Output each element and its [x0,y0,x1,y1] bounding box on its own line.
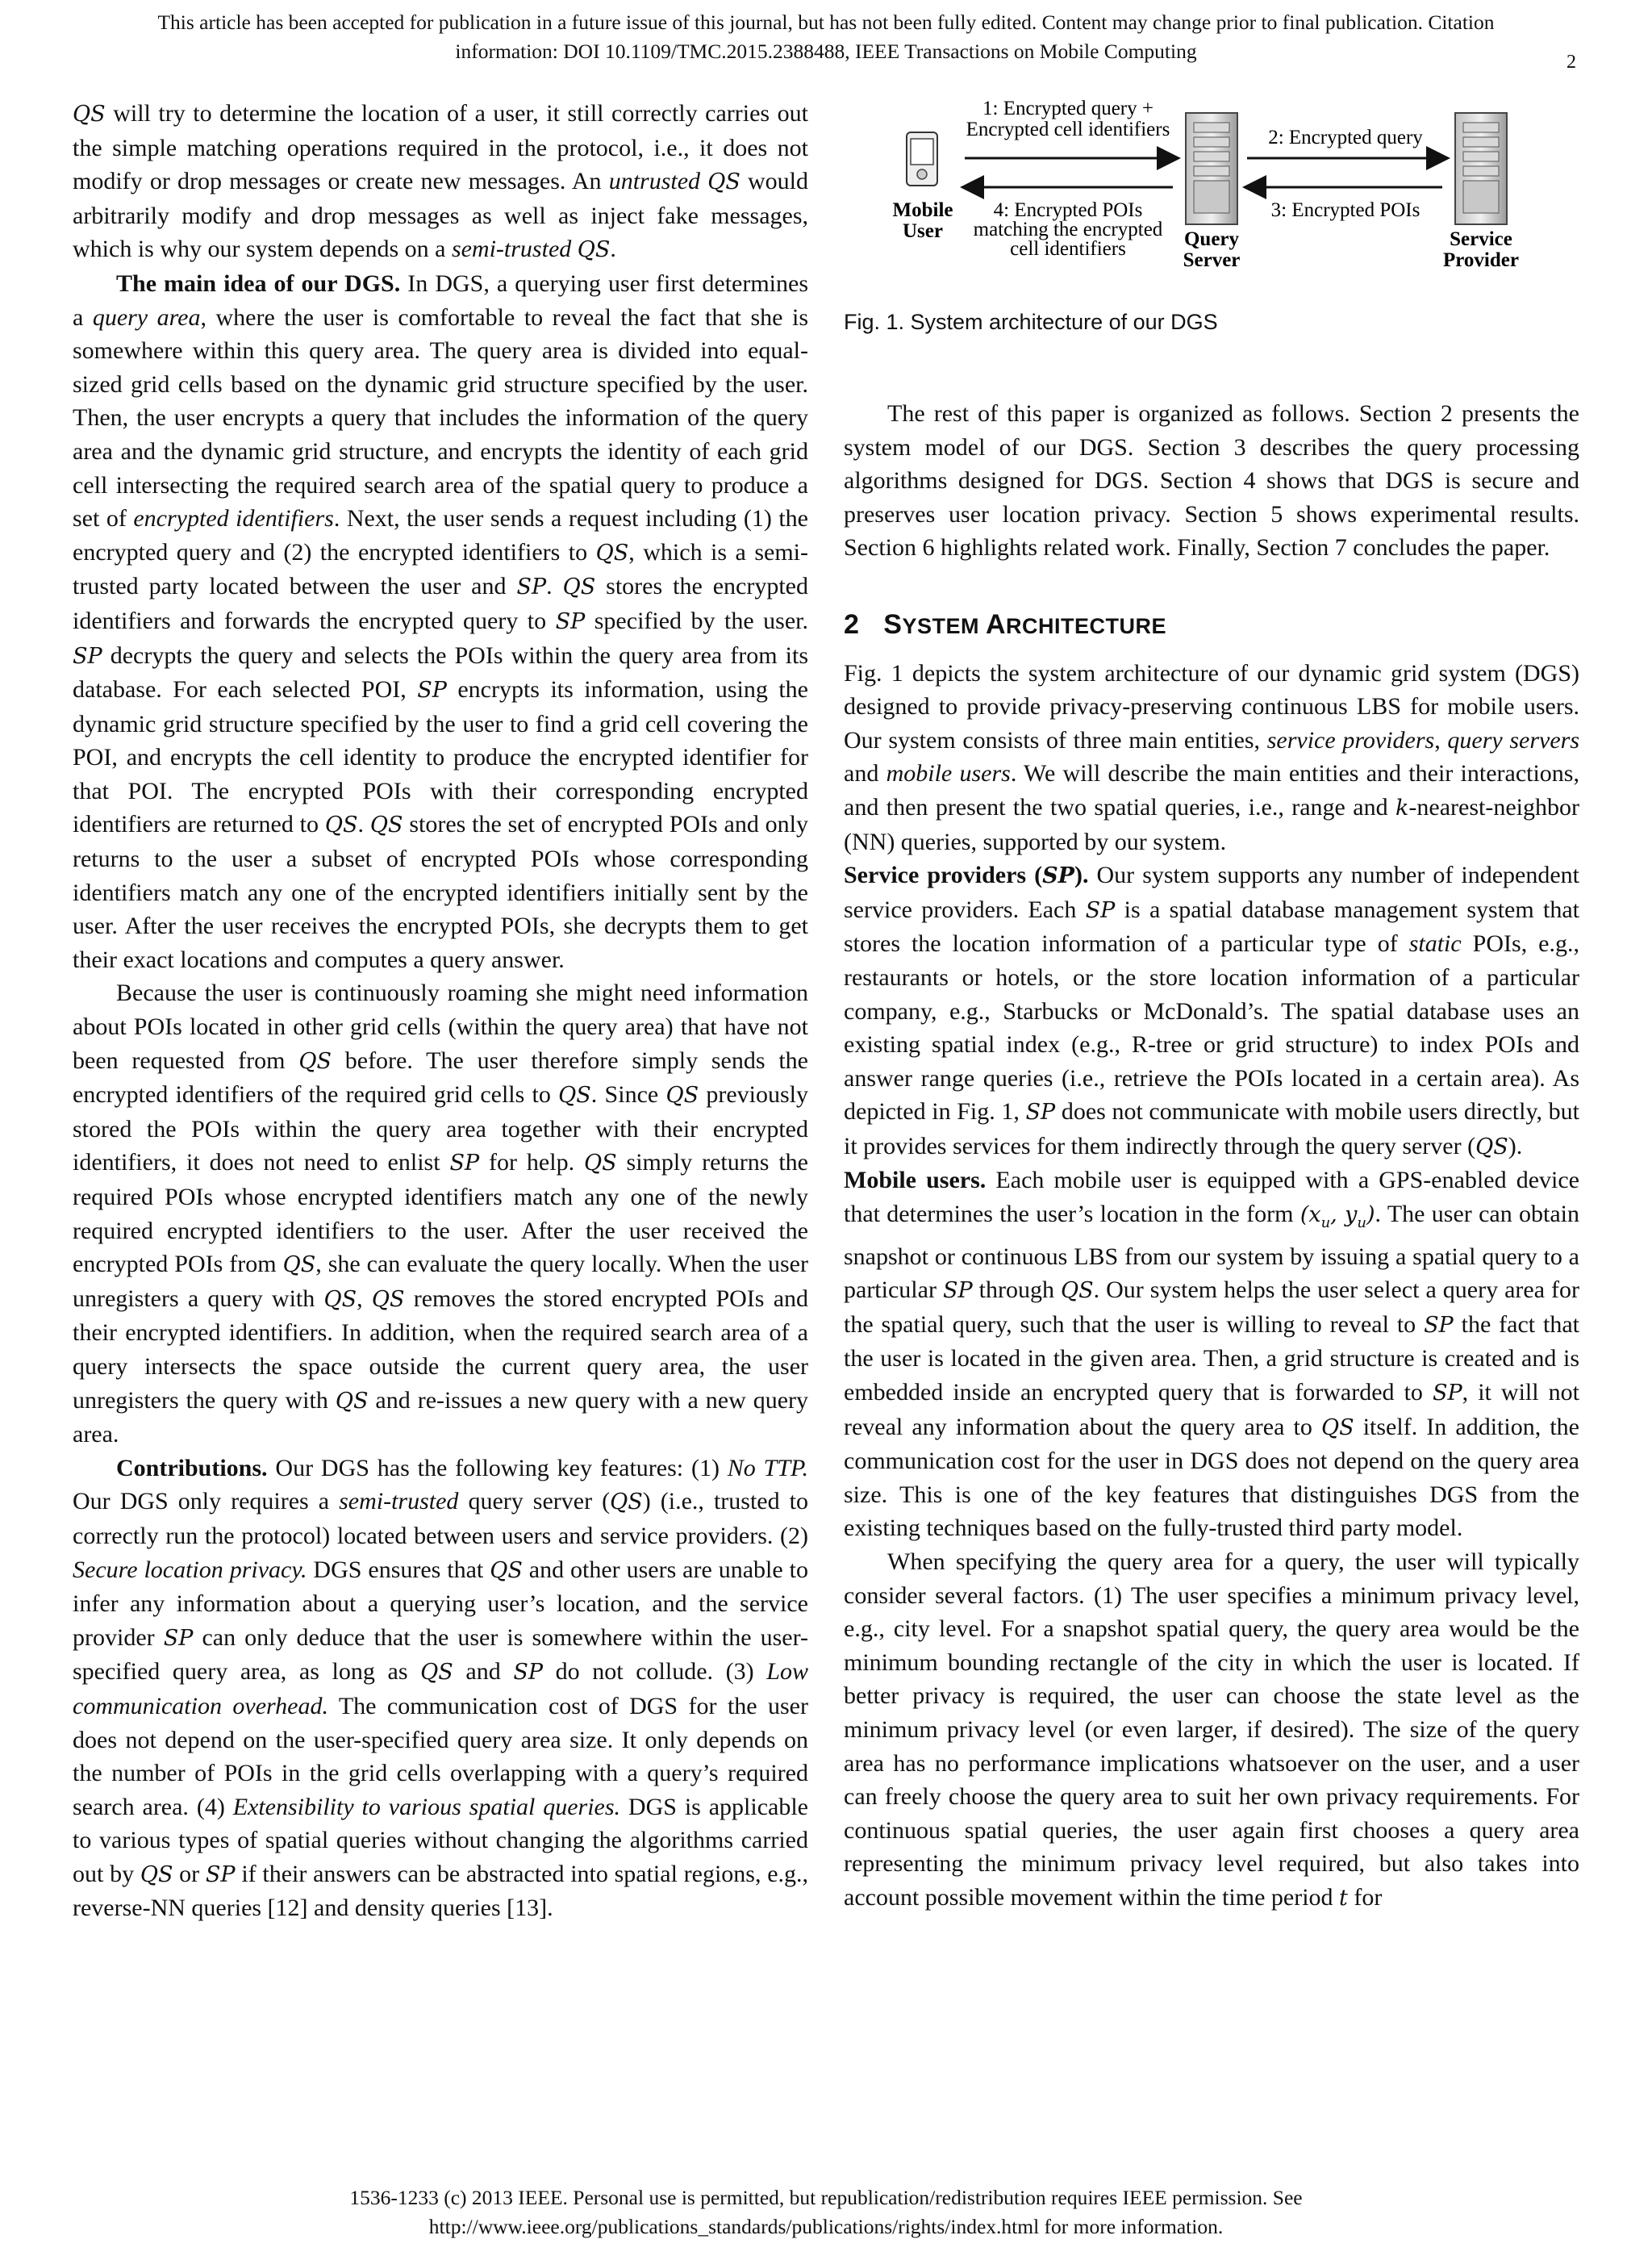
math-qs: QS [73,102,106,127]
mobile-device-icon [907,132,937,186]
journal-banner [0,8,1652,66]
arrow-4-label-1: 4: Encrypted POIs [993,199,1143,221]
service-provider-server-icon [1455,113,1507,224]
query-server-label-1: Query [1183,228,1240,250]
footer-line-2: http://www.ieee.org/publications_standards/publications/rights/index.html for more information. [428,2215,1224,2238]
figure-caption: Fig. 1. System architecture of our DGS [844,310,1218,334]
mobile-user-label-2: User [903,220,943,242]
system-architecture-figure [844,95,1579,297]
arrow-3-label: 3: Encrypted POIs [1270,199,1420,221]
arrow-4-label-3: cell identifiers [1010,238,1126,260]
paragraph-organization: The rest of this paper is organized as follows. Section 2 presents the system model of our DGS. Section 3 describes the query processing algorithms designed for DGS. Section 4 shows that DGS is secure and preserves user location privacy. Section 5 shows experimental results. Section 6 highlights related work. Finally, Section 7 concludes the paper. [844,400,1579,562]
paragraph-roaming: Because the user is continuously roaming she might need information about POIs located in other grid cells (within the query area) that have not been requested from QS before. The user therefore simply sends the encrypted identifiers of the required grid cells to QS. Since QS previously stored the POIs within the query area together with their encrypted identifiers, it does not need to enlist SP for help. QS simply returns the required POIs whose encrypted identifiers match any one of the newly required encrypted identifiers to the user. After the user received the encrypted POIs from QS, she can evaluate the query locally. When the user unregisters a query with QS, QS removes the stored encrypted POIs and their encrypted identifiers. In addition, when the required search area of a query intersects the space outside the current query area, the user unregisters the query with QS and re-issues a new query with a new query area. [73,980,809,1448]
copyright-footer [0,2183,1652,2241]
service-provider-label-2: Provider [1443,249,1519,271]
paragraph-contributions: Contributions. Our DGS has the following key features: (1) No TTP. Our DGS only requires a semi-trusted query server (QS) (i.e., trusted to correctly run the protocol) located between users and service providers. (2) Secure location privacy. DGS ensures that QS and other users are unable to infer any information about a querying user’s location, and the service provider SP can only deduce that the user is somewhere within the user-specified query area, as long as QS and SP do not collude. (3) Low communication overhead. The communication cost of DGS for the user does not depend on the user-specified query area size. It only depends on the number of POIs in the grid cells overlapping with a query’s required search area. (4) Extensibility to various spatial queries. DGS is applicable to various types of spatial queries without changing the algorithms carried out by QS or SP if their answers can be abstracted into spatial regions, e.g., reverse-NN queries [12] and density queries [13]. [73,1454,809,1922]
banner-line-2: information: DOI 10.1109/TMC.2015.2388488, IEEE Transactions on Mobile Computing [455,40,1197,63]
banner-line-1: This article has been accepted for publication in a future issue of this journal, but has not been fully edited. Content may change prior to final publication. Citation [157,10,1495,34]
mobile-user-label-1: Mobile [892,199,953,221]
paragraph-mobile-users: Mobile users. Each mobile user is equipped with a GPS-enabled device that determines the user’s location in the form ($x_u$, $y_u$). The user can obtain snapshot or continuous LBS from our system by issuing a spatial query to a particular SP through QS. Our system helps the user select a query area for the spatial query, such that the user is willing to reveal to SP the fact that the user is located in the given area. Then, a grid structure is created and is embedded inside an encrypted query that is forwarded to SP, it will not reveal any information about the query area to QS itself. In addition, the communication cost for the user in DGS does not depend on the query area size. This is one of the key features that distinguishes DGS from the existing techniques based on the fully-trusted third party model. [844,1167,1580,1542]
page-number: 2 [1566,52,1576,73]
paragraph-trust: QS will try to determine the location of a user, it still correctly carries out the simple matching operations required in the protocol, i.e., it does not modify or drop messages or create new messages. An untrusted QS would arbitrarily modify and drop messages as well as inject fake messages, which is why our system depends on a semi-trusted QS. [73,100,808,263]
arrow-1-label-2: Encrypted cell identifiers [966,119,1170,140]
right-column [844,397,1579,1916]
footer-line-1: 1536-1233 (c) 2013 IEEE. Personal use is permitted, but republication/redistribution requires IEEE permission. See [349,2186,1303,2209]
arrow-2-label: 2: Encrypted query [1268,127,1423,148]
query-server-icon [1186,113,1237,224]
arrow-1-label-1: 1: Encrypted query + [982,98,1153,119]
paragraph-main-idea: The main idea of our DGS. In DGS, a querying user first determines a query area, where the user is comfortable to reveal the fact that she is somewhere within this query area. The query area is divided into equal-sized grid cells based on the dynamic grid structure specified by the user. Then, the user encrypts a query that includes the information of the query area and the dynamic grid structure, and encrypts the identity of each grid cell intersecting the required search area of the spatial query to produce a set of encrypted identifiers. Next, the user sends a request including (1) the encrypted query and (2) the encrypted identifiers to QS, which is a semi-trusted party located between the user and SP. QS stores the encrypted identifiers and forwards the encrypted query to SP specified by the user. SP decrypts the query and selects the POIs within the query area from its database. For each selected POI, SP encrypts its information, using the dynamic grid structure specified by the user to find a grid cell covering the POI, and encrypts the cell identity to produce the encrypted identifier for that POI. The encrypted POIs with their corresponding encrypted identifiers are returned to QS. QS stores the set of encrypted POIs and only returns to the user a subset of encrypted POIs whose corresponding identifiers match any one of the encrypted identifiers initially sent by the user. After the user receives the encrypted POIs, she decrypts them to get their exact locations and computes a query answer. [73,269,809,973]
paragraph-query-area: When specifying the query area for a query, the user will typically consider several factors. (1) The user specifies a minimum privacy level, e.g., city level. For a snapshot spatial query, the query area would be the minimum bounding rectangle of the city in which the user is located. If better privacy is required, the user can choose the state level as the minimum privacy level (or even larger, if desired). The size of the query area has no performance implications whatsoever on the user, and a user can freely choose the query area to suit her own privacy requirements. For continuous spatial queries, the user again first chooses a query area representing the minimum privacy level required, but also takes into account possible movement within the time period t for [844,1548,1579,1911]
paragraph-service-providers: Service providers (SP). Our system supports any number of independent service providers. Each SP is a spatial database management system that stores the location information of a particular type of static POIs, e.g., restaurants or hotels, or the store location information of a particular company, e.g., Starbucks or McDonald’s. The spatial database uses an existing spatial index (e.g., R-tree or grid structure) to index POIs and answer range queries (i.e., retrieve the POIs located in a certain area). As depicted in Fig. 1, SP does not communicate with mobile users directly, but it provides services for them indirectly through the query server (QS). [844,862,1580,1159]
left-column [73,97,808,1925]
arrow-4-label-2: matching the encrypted [973,219,1163,240]
query-server-label-2: Server [1183,249,1241,271]
section-heading: 2 SYSTEM ARCHITECTURE [844,608,1167,640]
service-provider-label-1: Service [1450,228,1512,250]
paragraph-overview: Fig. 1 depicts the system architecture of our dynamic grid system (DGS) designed to provide privacy-preserving continuous LBS for mobile users. Our system consists of three main entities, service providers, query servers and mobile users. We will describe the main entities and their interactions, and then present the two spatial queries, i.e., range and k-nearest-neighbor (NN) queries, supported by our system. [844,659,1580,855]
